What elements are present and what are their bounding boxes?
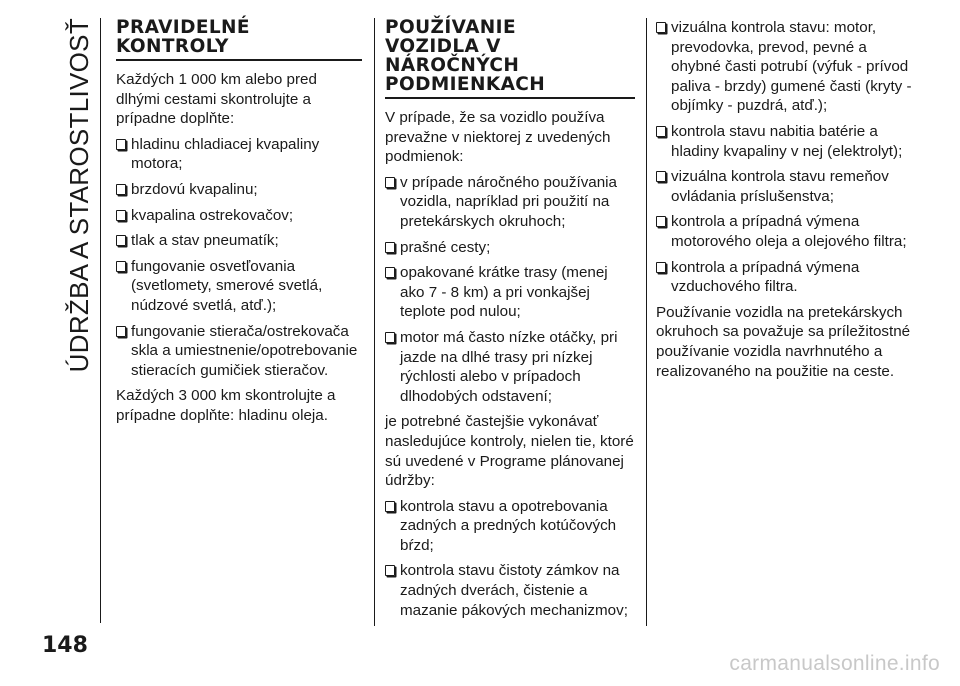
checklist-item: vizuálna kontrola stavu: motor, prevodovka, prevod, pevné a ohybné časti potrubí (výfuk - prívod paliva - brzdy) gumené časti (kryty - objímky - puzdrá, atď.);: [656, 18, 912, 116]
chapter-rule: [100, 18, 101, 623]
chapter-title-text: ÚDRŽBA A STAROSTLIVOSŤ: [63, 18, 94, 373]
paragraph-intro: Každých 1 000 km alebo pred dlhými cestami skontrolujte a prípadne doplňte:: [116, 71, 317, 128]
checklist-item: kontrola a prípadná výmena motorového oleja a olejového filtra;: [656, 212, 912, 251]
checklist: [116, 135, 362, 381]
checklist: [385, 173, 635, 407]
heading-rule: [385, 97, 635, 99]
column-2: [385, 18, 635, 626]
checklist-item: opakované krátke trasy (menej ako 7 - 8 km) a pri vonkajšej teplote pod nulou;: [385, 263, 635, 322]
section-heading-severe-conditions: POUŽÍVANIE VOZIDLA V NÁROČNÝCH PODMIENKACH: [385, 17, 546, 95]
checklist-item: kontrola stavu a opotrebovania zadných a predných kotúčových bŕzd;: [385, 497, 635, 556]
checklist-item: fungovanie stierača/ostrekovača skla a umiestnenie/opotrebovanie stieracích gumičiek stieračov.: [116, 322, 362, 381]
checklist-item: v prípade náročného používania vozidla, napríklad pri použití na pretekárskych okruhoch;: [385, 173, 635, 232]
paragraph-outro: Používanie vozidla na pretekárskych okruhoch sa považuje sa príležitostné používanie vozidla navrhnutého a realizovaného na použitie na ceste.: [656, 303, 911, 380]
checklist-item: prašné cesty;: [385, 238, 635, 258]
checklist-item: hladinu chladiacej kvapaliny motora;: [116, 135, 362, 174]
checklist-item: fungovanie osvetľovania (svetlomety, smerové svetlá, núdzové svetlá, atď.);: [116, 257, 362, 316]
checklist: [656, 18, 912, 297]
chapter-side-title: [62, 18, 96, 623]
page-number: 148: [42, 633, 88, 658]
checklist-item: kontrola stavu nabitia batérie a hladiny kvapaliny v nej (elektrolyt);: [656, 122, 912, 161]
section-heading-regular-checks: PRAVIDELNÉ KONTROLY: [116, 17, 250, 57]
paragraph-outro: Každých 3 000 km skontrolujte a prípadne doplňte: hladinu oleja.: [116, 387, 336, 424]
checklist-item: kontrola a prípadná výmena vzduchového filtra.: [656, 258, 912, 297]
heading-rule: [116, 59, 362, 61]
checklist-item: brzdovú kvapalinu;: [116, 180, 362, 200]
checklist-item: tlak a stav pneumatík;: [116, 231, 362, 251]
column-divider-2: [646, 18, 647, 626]
checklist-item: motor má často nízke otáčky, pri jazde na dlhé trasy pri nízkej rýchlosti alebo v prípadoch dlhodobých odstavení;: [385, 328, 635, 406]
column-1: [116, 18, 362, 432]
column-divider-1: [374, 18, 375, 626]
checklist-item: kvapalina ostrekovačov;: [116, 206, 362, 226]
checklist: [385, 497, 635, 621]
paragraph-middle: je potrebné častejšie vykonávať nasledujúce kontroly, nielen tie, ktoré sú uvedené v Programe plánovanej údržby:: [385, 413, 634, 490]
checklist-item: vizuálna kontrola stavu remeňov ovládania príslušenstva;: [656, 167, 912, 206]
watermark-text: carmanualsonline.info: [729, 652, 940, 675]
paragraph-intro: V prípade, že sa vozidlo používa prevažne v niektorej z uvedených podmienok:: [385, 109, 611, 166]
column-3: [656, 18, 912, 387]
checklist-item: kontrola stavu čistoty zámkov na zadných dverách, čistenie a mazanie pákových mechanizmov;: [385, 561, 635, 620]
